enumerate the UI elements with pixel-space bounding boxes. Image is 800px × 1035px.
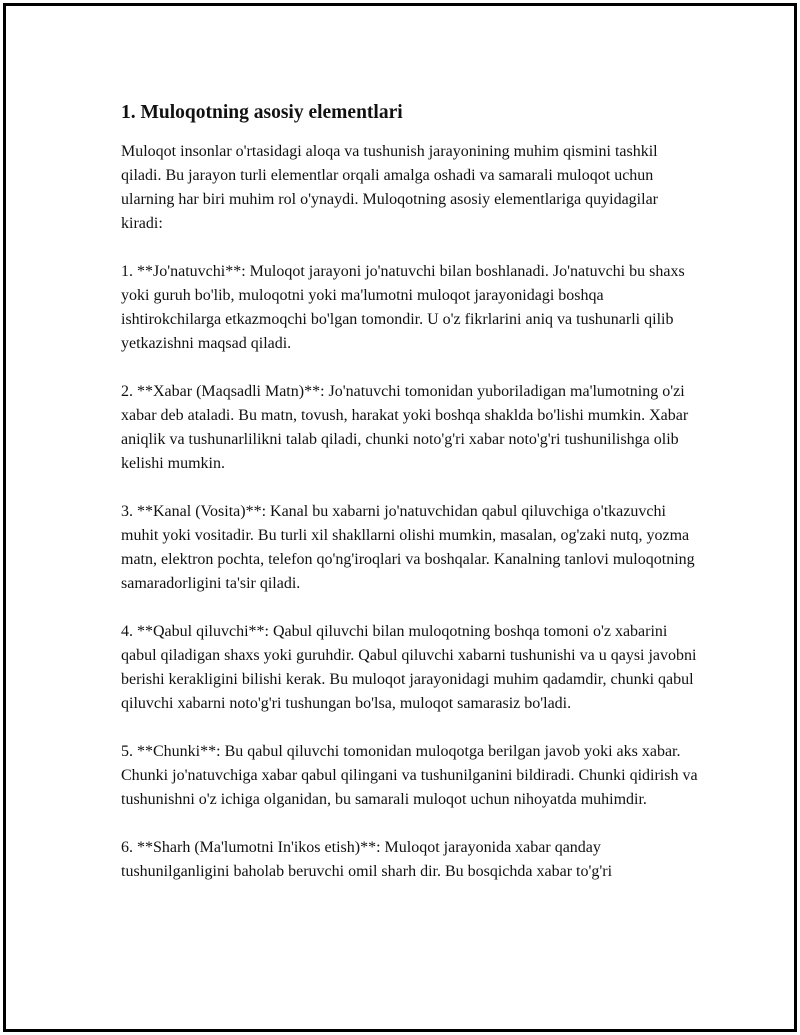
paragraph-sharh: 6. **Sharh (Ma'lumotni In'ikos etish)**: Muloqot jarayonida xabar qanday tushunilganligini baholab beruvchi omil sharh dir. Bu bosqichda xabar to'g'ri	[121, 839, 613, 880]
paragraph-kanal: 3. **Kanal (Vosita)**: Kanal bu xabarni jo'natuvchidan qabul qiluvchiga o'tkazuvchi muhit yoki vositadir. Bu turli xil shakllarni olishi mumkin, masalan, og'zaki nutq, yozma matn, elektron pochta, telefon qo'ng'iroqlari va boshqalar. Kanalning tanlovi muloqotning samaradorligini ta'sir qiladi.	[121, 503, 695, 592]
paragraph-qabul-qiluvchi: 4. **Qabul qiluvchi**: Qabul qiluvchi bilan muloqotning boshqa tomoni o'z xabarini qabul qiladigan shaxs yoki guruhdir. Qabul qiluvchi xabarni tushunishi va u qaysi javobni berishi kerakligini bilishi kerak. Bu muloqot jarayonidagi muhim qadamdir, chunki qabul qiluvchi xabarni noto'g'ri tushungan bo'lsa, muloqot samarasiz bo'ladi.	[121, 623, 697, 712]
section-heading: 1. Muloqotning asosiy elementlari	[121, 102, 403, 123]
document-body	[121, 101, 701, 908]
page-frame	[3, 3, 797, 1032]
paragraph-jonatuvchi: 1. **Jo'natuvchi**: Muloqot jarayoni jo'natuvchi bilan boshlanadi. Jo'natuvchi bu shaxs yoki guruh bo'lib, muloqotni yoki ma'lumotni muloqot jarayonidagi boshqa ishtirokchilarga etkazmoqchi bo'lgan tomondir. U o'z fikrlarini aniq va tushunarli qilib yetkazishni maqsad qiladi.	[121, 263, 685, 352]
intro-paragraph: Muloqot insonlar o'rtasidagi aloqa va tushunish jarayonining muhim qismini tashkil qiladi. Bu jarayon turli elementlar orqali amalga oshadi va samarali muloqot uchun ularning har biri muhim rol o'ynaydi. Muloqotning asosiy elementlariga quyidagilar kiradi:	[121, 143, 658, 232]
paragraph-chunki: 5. **Chunki**: Bu qabul qiluvchi tomonidan muloqotga berilgan javob yoki aks xabar. Chunki jo'natuvchiga xabar qabul qilingani va tushunilganini bildiradi. Chunki qidirish va tushunishni o'z ichiga olganidan, bu samarali muloqot uchun nihoyatda muhimdir.	[121, 743, 698, 808]
paragraph-xabar: 2. **Xabar (Maqsadli Matn)**: Jo'natuvchi tomonidan yuboriladigan ma'lumotning o'zi xabar deb ataladi. Bu matn, tovush, harakat yoki boshqa shaklda bo'lishi mumkin. Xabar aniqlik va tushunarlilikni talab qiladi, chunki noto'g'ri xabar noto'g'ri tushunilishga olib kelishi mumkin.	[121, 383, 689, 472]
